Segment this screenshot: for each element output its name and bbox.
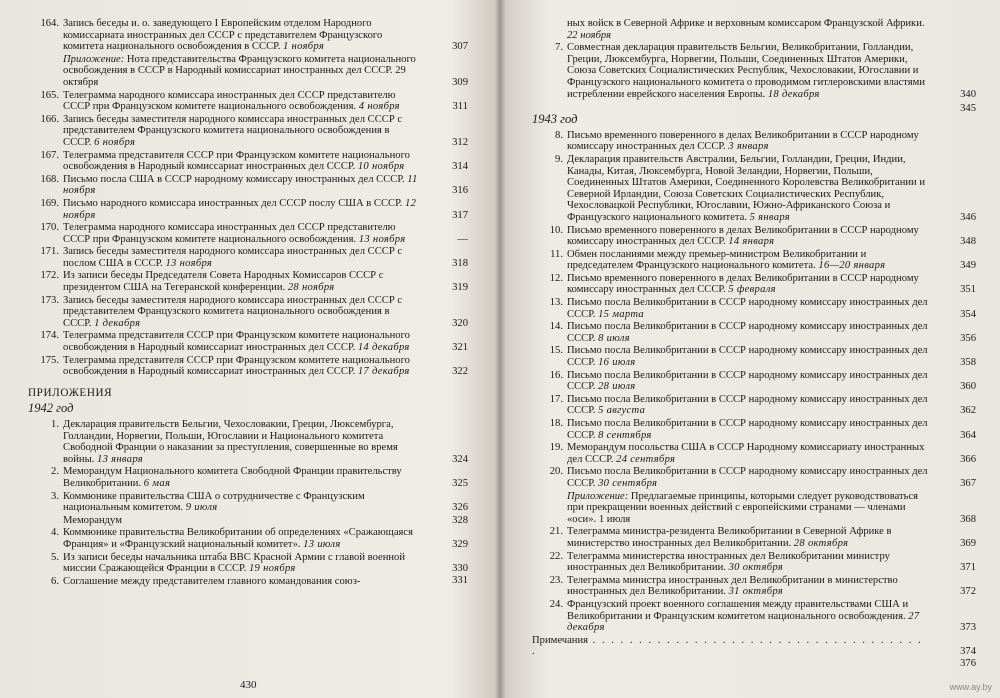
entry-page: 358 xyxy=(960,357,976,369)
entry-text: Письмо народного комиссара иностранных дел СССР послу США в СССР. xyxy=(63,197,403,209)
entry-text: Коммюнике правительства США о сотрудничестве с Французским национальным комитетом. xyxy=(63,490,365,514)
entry-number: 19. xyxy=(549,442,563,454)
entry-date: 22 ноября xyxy=(567,29,611,41)
leader-dots: . . . . . . . . . . . . . . . . . . . . . . . . . . . . . . . . . . . . . xyxy=(532,634,923,658)
entry-number: 170. xyxy=(40,222,59,234)
toc-entry xyxy=(532,575,976,598)
entry-date: 27 декабря xyxy=(567,610,920,634)
toc-entry xyxy=(28,222,468,245)
entry-text: Письмо временного поверенного в делах Великобритании в СССР народному комиссару иностранных дел СССР. xyxy=(567,272,919,296)
entry-number: 10. xyxy=(549,224,563,236)
entry-page: 321 xyxy=(452,342,468,354)
toc-entry xyxy=(28,198,468,221)
notes-label: Примечания xyxy=(532,634,588,646)
entry-date: 30 октября xyxy=(728,562,784,574)
entry-number: 14. xyxy=(549,321,563,333)
entry-number: 164. xyxy=(40,18,59,29)
toc-entry xyxy=(28,527,468,550)
entry-page: 351 xyxy=(960,284,976,296)
entry-date: 19 ноября xyxy=(248,563,296,575)
entry-text: Письмо временного поверенного в делах Великобритании в СССР народному комиссару иностранных дел СССР. xyxy=(567,224,919,248)
entry-page: 366 xyxy=(960,453,976,465)
toc-entry xyxy=(28,355,468,378)
toc-entry-continued xyxy=(532,18,976,41)
watermark: www.ay.by xyxy=(949,682,992,692)
entry-number: 5. xyxy=(51,551,59,563)
entry-text: Из записи беседы Председателя Совета Народных Комиссаров СССР с президентом США на Тегеранской конференции. xyxy=(63,270,384,294)
toc-entry xyxy=(532,599,976,634)
entry-text: Меморандум xyxy=(63,514,122,526)
entry-date: 11 ноября xyxy=(63,173,418,197)
entry-number: 15. xyxy=(549,345,563,357)
entry-page: 374 xyxy=(960,646,976,658)
entry-number: 169. xyxy=(40,197,59,209)
entry-number: 6. xyxy=(51,575,59,587)
entry-date: 4 ноября xyxy=(358,101,400,113)
appendix-entry xyxy=(532,491,976,526)
appendix-label: Приложение: xyxy=(567,490,629,502)
entry-number: 3. xyxy=(51,490,59,502)
entry-page: 349 xyxy=(960,260,976,272)
entry-number: 168. xyxy=(40,173,59,185)
entry-text: Декларация правительств Австралии, Бельгии, Голландии, Греции, Индии, Канады, Китая, Люксембурга, Новой Зеландии, Норвегии, Польши, Соединенных Штатов Америки, Соединенного Королевства Великобритании и Северной Ирландии, Союза Советских Социалистических Республик, Чехословацкой Республики, Югославии, Южно-Африканского Союза и Французского национального комитета. xyxy=(567,153,926,223)
entry-page: 356 xyxy=(960,332,976,344)
entry-text: Нота представительства Французского комитета национального освобождения в СССР в Народный комиссариат иностранных дел СССР. xyxy=(63,53,416,77)
entry-text: Соглашение между представителем главного командования союз- xyxy=(63,575,361,587)
entry-text: Коммюнике правительства Великобритании об определениях «Сражающаяся Франция» и «Французский национальный комитет». xyxy=(63,527,413,550)
page-number: 430 xyxy=(240,679,257,692)
toc-entry xyxy=(28,330,468,353)
entry-date: 5 января xyxy=(749,211,791,223)
appendix-label: Приложение: xyxy=(63,53,125,65)
entry-date: 24 сентября xyxy=(616,453,676,465)
entry-text: Французский проект военного соглашения между правительствами США и Великобритании и Французским комитетом национального освобождения. xyxy=(567,598,909,622)
toc-entry xyxy=(532,273,976,296)
toc-entry xyxy=(532,526,976,549)
entry-number: 171. xyxy=(40,246,59,258)
entry-page: 340 xyxy=(960,88,976,100)
entry-number: 167. xyxy=(40,149,59,161)
entry-page: 348 xyxy=(960,236,976,248)
entry-page: 317 xyxy=(452,209,468,221)
entry-page: 354 xyxy=(960,308,976,320)
entry-date: 13 января xyxy=(97,453,144,465)
entry-number: 174. xyxy=(40,330,59,342)
entry-text: Письмо посла Великобритании в СССР народному комиссару иностранных дел СССР. xyxy=(567,321,928,344)
entry-text: Запись беседы заместителя народного комиссара иностранных дел СССР с послом США в СССР. xyxy=(63,246,403,269)
right-page xyxy=(532,18,976,690)
toc-entry xyxy=(28,466,468,489)
entry-page: 364 xyxy=(960,429,976,441)
entry-page: 360 xyxy=(960,381,976,393)
entry-page: 369 xyxy=(960,537,976,549)
entry-date: 1 ноября xyxy=(283,41,325,53)
entry-page: 320 xyxy=(452,317,468,329)
entry-page: 376 xyxy=(960,657,976,669)
toc-entry xyxy=(28,576,468,588)
entry-number: 4. xyxy=(51,527,59,539)
notes-entry xyxy=(532,635,976,658)
entry-text: Письмо посла Великобритании в СССР народному комиссару иностранных дел СССР. xyxy=(567,297,928,320)
entry-number: 165. xyxy=(40,89,59,101)
entry-page: 362 xyxy=(960,405,976,417)
entry-text: Письмо посла Великобритании в СССР народному комиссару иностранных дел СССР. xyxy=(567,466,928,489)
entry-date: 5 августа xyxy=(598,405,646,417)
toc-entry xyxy=(28,419,468,465)
entry-number: 166. xyxy=(40,113,59,125)
entry-number: 11. xyxy=(550,248,563,260)
entry-date: 28 ноября xyxy=(287,282,335,294)
entry-date: 14 декабря xyxy=(357,342,410,354)
entry-page: 367 xyxy=(960,477,976,489)
entry-page: 312 xyxy=(452,136,468,148)
entry-text: Запись беседы заместителя народного комиссара иностранных дел СССР с представителем Французского комитета национального освобождения в СССР. xyxy=(63,113,403,148)
appendix-entry xyxy=(28,54,468,89)
toc-entry xyxy=(28,150,468,173)
year-heading: 1942 год xyxy=(28,401,74,416)
entry-date: 30 сентября xyxy=(598,477,658,489)
toc-entry xyxy=(532,345,976,368)
toc-entry xyxy=(532,249,976,272)
entry-text: Письмо временного поверенного в делах Великобритании в СССР народному комиссару иностранных дел СССР. xyxy=(567,129,919,153)
toc-entry xyxy=(532,442,976,465)
entry-page: 372 xyxy=(960,586,976,598)
toc-entry xyxy=(28,90,468,113)
toc-entry xyxy=(28,246,468,269)
toc-entry xyxy=(532,466,976,489)
entry-number: 2. xyxy=(51,466,59,478)
toc-entry xyxy=(532,418,976,441)
entry-text: Телеграмма представителя СССР при Французском комитете национального освобождения в Народный комиссариат иностранных дел СССР. xyxy=(63,149,410,173)
entry-date: 8 июля xyxy=(598,332,630,344)
entry-date: 3 января xyxy=(728,141,769,153)
entry-page: 328 xyxy=(452,514,468,526)
entry-page: 324 xyxy=(452,453,468,465)
entry-page: 316 xyxy=(452,185,468,197)
entry-date: 28 октября xyxy=(793,537,849,549)
entry-page: 330 xyxy=(452,563,468,575)
entry-number: 21. xyxy=(549,526,563,538)
toc-entry xyxy=(28,491,468,514)
entry-date: 12 ноября xyxy=(63,197,417,221)
entry-text: Телеграмма народного комиссара иностранных дел СССР представителю СССР при Французском комитете национального освобождения. xyxy=(63,89,396,113)
toc-entry xyxy=(28,270,468,293)
entry-text: Письмо посла Великобритании в СССР народному комиссару иностранных дел СССР. xyxy=(567,345,928,369)
entry-date: 13 ноября xyxy=(165,257,213,269)
entry-number: 24. xyxy=(549,598,563,610)
entry-number: 8. xyxy=(555,129,563,141)
entry-page: 346 xyxy=(960,211,976,223)
toc-entry xyxy=(532,42,976,114)
entry-text: Предлагаемые принципы, которыми следует руководствоваться при прекращении военных действий с европейскими странами — членами «оси». xyxy=(567,490,919,525)
entry-page: 371 xyxy=(960,562,976,574)
section-title: ПРИЛОЖЕНИЯ xyxy=(28,386,113,399)
entry-number: 16. xyxy=(549,369,563,381)
year-heading: 1943 год xyxy=(532,112,578,127)
entry-page: 368 xyxy=(960,513,976,525)
entry-date: 6 ноября xyxy=(94,136,136,148)
toc-entry xyxy=(28,515,468,527)
entry-date: 13 июля xyxy=(303,538,341,550)
entry-text: Телеграмма представителя СССР при Французском комитете национального освобождения в Народный комиссариат иностранных дел СССР. xyxy=(63,354,410,378)
entry-date: 16 июля xyxy=(598,357,636,369)
entry-page: 326 xyxy=(452,502,468,514)
entry-text: Письмо посла Великобритании в СССР народному комиссару иностранных дел СССР. xyxy=(567,369,928,393)
entry-text: Телеграмма министерства иностранных дел Великобритании министру иностранных дел Великобритании. xyxy=(567,550,890,574)
entry-text: Декларация правительств Бельгии, Чехословакии, Греции, Люксембурга, Голландии, Норвегии, Польши, Югославии и Национального комитета Свободной Франции о наказании за преступления, совершенные во время войны. xyxy=(63,419,398,465)
entry-number: 175. xyxy=(40,354,59,366)
left-page xyxy=(28,18,468,690)
entry-date: 6 мая xyxy=(143,477,171,489)
entry-number: 22. xyxy=(549,550,563,562)
entry-number: 7. xyxy=(555,42,563,54)
entry-text: Обмен посланиями между премьер-министром Великобритании и председателем Французского национального комитета. xyxy=(567,248,867,272)
entry-text: Меморандум Национального комитета Свободной Франции правительству Великобритании. xyxy=(63,466,402,489)
toc-entry xyxy=(28,114,468,149)
entry-page: 331 xyxy=(452,575,468,587)
entry-date: 13 ноября xyxy=(358,233,406,245)
entry-number: 23. xyxy=(549,574,563,586)
entry-date: 1 июля xyxy=(598,513,631,525)
entry-text: Письмо посла Великобритании в СССР народному комиссару иностранных дел СССР. xyxy=(567,393,928,417)
toc-entry xyxy=(28,295,468,330)
entry-text: Письмо посла США в СССР народному комиссару иностранных дел СССР. xyxy=(63,173,405,185)
entry-date: 10 ноября xyxy=(357,161,405,173)
entry-text: Телеграмма народного комиссара иностранных дел СССР представителю СССР при Французском комитете национального освобождения. xyxy=(63,222,396,245)
entry-page: 318 xyxy=(452,257,468,269)
entry-number: 17. xyxy=(549,393,563,405)
entry-number: 9. xyxy=(555,153,563,165)
entry-date: 5 февраля xyxy=(728,284,776,296)
entry-text: Из записи беседы начальника штаба ВВС Красной Армии с главой военной миссии Сражающейся Франции в СССР. xyxy=(63,551,406,575)
entry-date: 29 октября xyxy=(63,65,406,88)
entry-page: 329 xyxy=(452,538,468,550)
toc-entry xyxy=(532,321,976,344)
entry-text: Письмо посла Великобритании в СССР народному комиссару иностранных дел СССР. xyxy=(567,418,928,441)
entry-number: 173. xyxy=(40,294,59,306)
entry-text: Меморандум посольства США в СССР Народному комиссариату иностранных дел СССР. xyxy=(567,442,925,465)
entry-date: 31 октября xyxy=(728,586,784,598)
entry-text: Телеграмма министра иностранных дел Великобритании в министерство иностранных дел Великобритании. xyxy=(567,574,898,598)
toc-entry xyxy=(532,154,976,224)
entry-page: 345 xyxy=(960,102,976,114)
entry-date: 18 декабря xyxy=(767,88,820,100)
toc-entry xyxy=(532,551,976,574)
entry-date: 1 декабря xyxy=(94,317,141,329)
toc-entry xyxy=(28,18,468,53)
entry-date: 16—20 января xyxy=(818,260,886,272)
entry-date: 8 сентября xyxy=(598,429,652,441)
entry-page: 325 xyxy=(452,477,468,489)
entry-page: 373 xyxy=(960,622,976,634)
entry-text: Запись беседы и. о. заведующего I Европейским отделом Народного комиссариата иностранных дел СССР с представителем Французского комитета национального освобождения в СССР. xyxy=(63,18,383,53)
entry-number: 13. xyxy=(549,297,563,309)
entry-number: 20. xyxy=(549,466,563,478)
entry-number: 18. xyxy=(549,418,563,429)
entry-text: Совместная декларация правительств Бельгии, Великобритании, Голландии, Греции, Люксембурга, Норвегии, Польши, Соединенных Штатов Америки, Союза Советских Социалистических Республик, Чехословакии, Югославии и Французского национального комитета о проводимом гитлеровскими властями истреблении еврейского населения Европы. xyxy=(567,42,925,100)
entry-text: Запись беседы заместителя народного комиссара иностранных дел СССР с представителем Французского комитета национального освобождения в СССР. xyxy=(63,294,403,329)
entry-text: Телеграмма представителя СССР при Французском комитете национального освобождения в Народный комиссариат иностранных дел СССР. xyxy=(63,330,410,354)
entry-date: 9 июля xyxy=(185,502,218,514)
entry-page: 322 xyxy=(452,366,468,378)
entry-date: 15 марта xyxy=(598,308,645,320)
entry-date: 28 июля xyxy=(598,381,636,393)
entry-number: 12. xyxy=(549,272,563,284)
entry-text: Телеграмма министра-резидента Великобритании в Северной Африке в министерство иностранных дел Великобритании. xyxy=(567,526,892,549)
entry-page: 307 xyxy=(452,41,468,53)
toc-entry xyxy=(532,130,976,153)
entry-number: 1. xyxy=(51,419,59,430)
entry-number: 172. xyxy=(40,270,59,282)
entry-page: 311 xyxy=(452,101,468,113)
entry-page: 309 xyxy=(452,76,468,88)
entry-text: ных войск в Северной Африке и верховным комиссаром Французской Африки. xyxy=(567,18,925,29)
toc-entry xyxy=(532,394,976,417)
entry-date: 17 декабря xyxy=(357,366,410,378)
entry-date: 14 января xyxy=(728,236,775,248)
toc-entry xyxy=(532,370,976,393)
entry-page: 314 xyxy=(452,161,468,173)
toc-entry xyxy=(532,297,976,320)
entry-page: — xyxy=(457,233,468,245)
toc-entry xyxy=(28,174,468,197)
entry-page: 319 xyxy=(452,282,468,294)
toc-entry xyxy=(532,225,976,248)
